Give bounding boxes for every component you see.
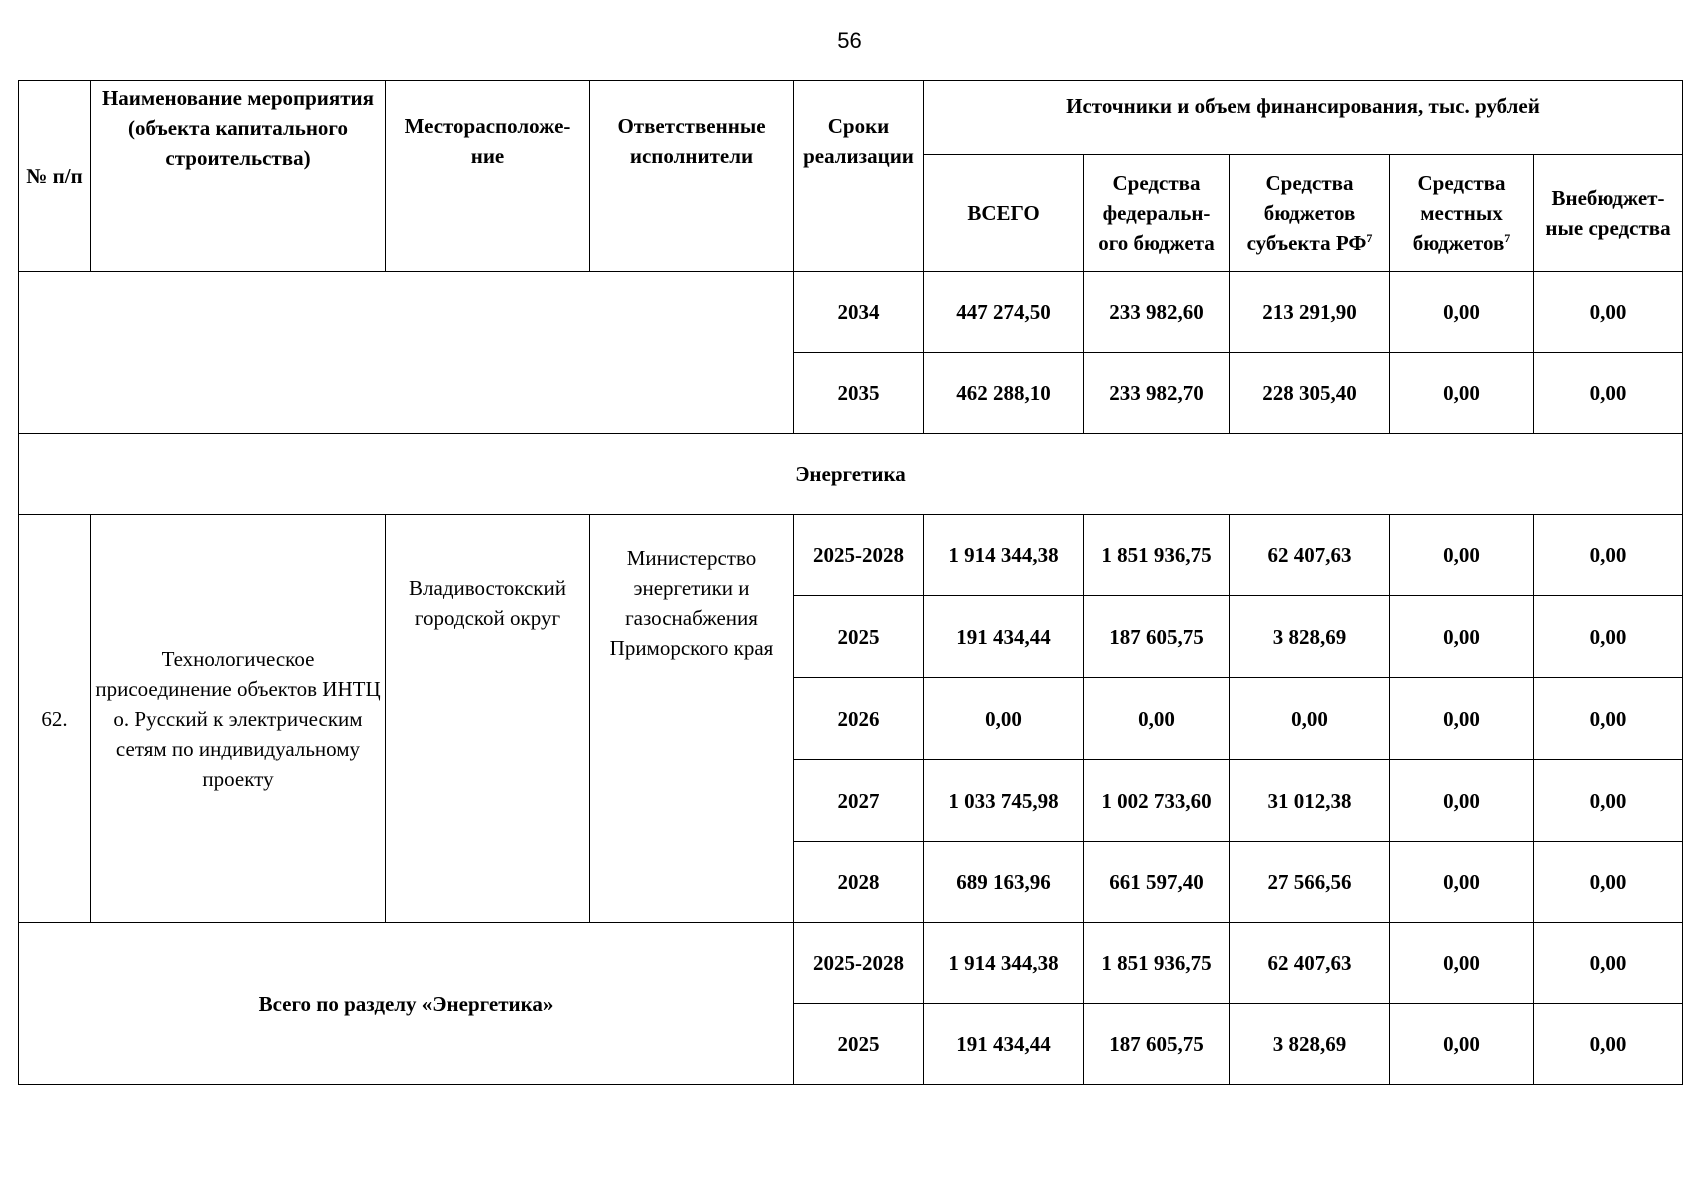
regional-cell: 0,00 (1230, 678, 1390, 760)
local-cell: 0,00 (1390, 760, 1534, 842)
total-cell: 462 288,10 (924, 353, 1084, 434)
header-federal: Средства федеральн-ого бюджета (1084, 155, 1230, 272)
local-cell: 0,00 (1390, 353, 1534, 434)
header-local-footnote: 7 (1504, 231, 1511, 245)
project-executor: Министерство энергетики и газоснабжения Приморского края (590, 515, 794, 923)
project-location: Владивостокский городской округ (386, 515, 590, 923)
extra-cell: 0,00 (1534, 760, 1683, 842)
federal-cell: 233 982,60 (1084, 272, 1230, 353)
budget-table (18, 80, 1683, 1085)
extra-cell: 0,00 (1534, 353, 1683, 434)
section-title: Энергетика (19, 434, 1683, 515)
total-cell: 447 274,50 (924, 272, 1084, 353)
section-title-row (19, 434, 1683, 515)
local-cell: 0,00 (1390, 678, 1534, 760)
project-index: 62. (19, 515, 91, 923)
header-local-text: Средства местных бюджетов (1412, 171, 1506, 255)
carryover-empty-cell (19, 272, 794, 434)
federal-cell: 1 851 936,75 (1084, 923, 1230, 1004)
header-extra-budget: Внебюджет-ные средства (1534, 155, 1683, 272)
total-cell: 689 163,96 (924, 842, 1084, 923)
local-cell: 0,00 (1390, 842, 1534, 923)
header-index: № п/п (19, 81, 91, 272)
total-cell: 1 914 344,38 (924, 515, 1084, 596)
federal-cell: 187 605,75 (1084, 1004, 1230, 1085)
header-executors: Ответственные исполнители (590, 81, 794, 272)
year-cell: 2035 (794, 353, 924, 434)
table-row (19, 515, 1683, 596)
page-number: 56 (837, 28, 862, 53)
federal-cell: 1 002 733,60 (1084, 760, 1230, 842)
total-cell: 191 434,44 (924, 1004, 1084, 1085)
regional-cell: 62 407,63 (1230, 515, 1390, 596)
header-regional-text: Средства бюджетов субъекта РФ (1246, 171, 1367, 255)
header-total: ВСЕГО (924, 155, 1084, 272)
local-cell: 0,00 (1390, 923, 1534, 1004)
federal-cell: 187 605,75 (1084, 596, 1230, 678)
federal-cell: 233 982,70 (1084, 353, 1230, 434)
local-cell: 0,00 (1390, 1004, 1534, 1085)
year-cell: 2027 (794, 760, 924, 842)
total-cell: 191 434,44 (924, 596, 1084, 678)
total-cell: 1 033 745,98 (924, 760, 1084, 842)
extra-cell: 0,00 (1534, 596, 1683, 678)
federal-cell: 1 851 936,75 (1084, 515, 1230, 596)
regional-cell: 31 012,38 (1230, 760, 1390, 842)
regional-cell: 228 305,40 (1230, 353, 1390, 434)
local-cell: 0,00 (1390, 596, 1534, 678)
federal-cell: 0,00 (1084, 678, 1230, 760)
header-regional (1230, 155, 1390, 272)
local-cell: 0,00 (1390, 515, 1534, 596)
project-name: Технологическое присоединение объектов ИНТЦ о. Русский к электрическим сетям по индивидуальному проекту (91, 515, 386, 923)
header-period: Сроки реализации (794, 81, 924, 272)
regional-cell: 213 291,90 (1230, 272, 1390, 353)
year-cell: 2034 (794, 272, 924, 353)
regional-cell: 3 828,69 (1230, 596, 1390, 678)
federal-cell: 661 597,40 (1084, 842, 1230, 923)
header-funding-group: Источники и объем финансирования, тыс. рублей (924, 81, 1683, 155)
total-cell: 1 914 344,38 (924, 923, 1084, 1004)
extra-cell: 0,00 (1534, 923, 1683, 1004)
year-cell: 2026 (794, 678, 924, 760)
regional-cell: 3 828,69 (1230, 1004, 1390, 1085)
year-cell: 2025-2028 (794, 515, 924, 596)
year-cell: 2028 (794, 842, 924, 923)
table-row (19, 272, 1683, 353)
extra-cell: 0,00 (1534, 515, 1683, 596)
year-cell: 2025-2028 (794, 923, 924, 1004)
extra-cell: 0,00 (1534, 842, 1683, 923)
header-event-name: Наименование мероприятия (объекта капитального строительства) (91, 81, 386, 272)
section-total-label: Всего по разделу «Энергетика» (19, 923, 794, 1085)
regional-cell: 62 407,63 (1230, 923, 1390, 1004)
total-cell: 0,00 (924, 678, 1084, 760)
year-cell: 2025 (794, 596, 924, 678)
header-regional-footnote: 7 (1366, 231, 1373, 245)
table-row (19, 923, 1683, 1004)
regional-cell: 27 566,56 (1230, 842, 1390, 923)
extra-cell: 0,00 (1534, 1004, 1683, 1085)
local-cell: 0,00 (1390, 272, 1534, 353)
header-row-1 (19, 81, 1683, 155)
year-cell: 2025 (794, 1004, 924, 1085)
header-local (1390, 155, 1534, 272)
extra-cell: 0,00 (1534, 678, 1683, 760)
header-location: Месторасположе-ние (386, 81, 590, 272)
extra-cell: 0,00 (1534, 272, 1683, 353)
